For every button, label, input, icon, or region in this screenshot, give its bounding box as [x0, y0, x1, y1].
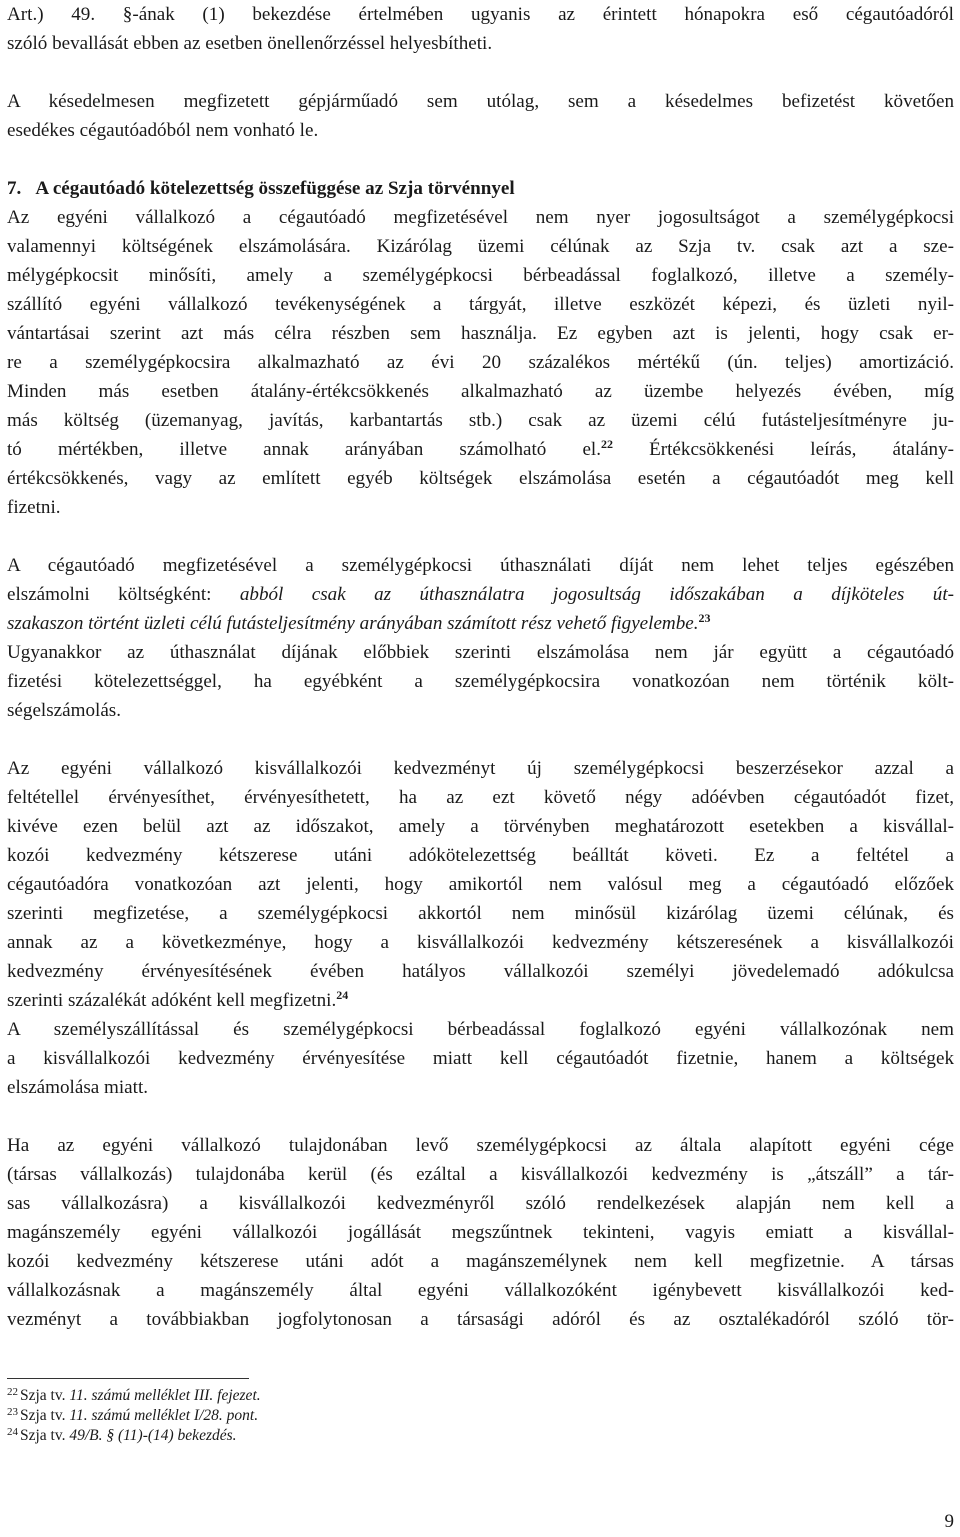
- text-line: elszámolni költségként: abból csak az úthasználatra jogosultság időszakában a díjköteles út-: [7, 584, 954, 605]
- text-line: szállító egyéni vállalkozó tevékenységének a tárgyát, illetve eszközét képezi, és üzleti nyil-: [7, 294, 954, 315]
- text-line: elszámolása miatt.: [7, 1077, 149, 1098]
- paragraph-late-payment: [7, 87, 954, 145]
- text-line: Ugyanakkor az úthasználat díjának előbbiek szerinti elszámolása nem jár együtt a cégautóadó: [7, 642, 954, 663]
- footnotes: [7, 1386, 261, 1446]
- paragraph-3: [7, 754, 954, 1015]
- text-line: vállalkozásnak a magánszemély által egyéni vállalkozóként igénybevett kisvállalkozói ked-: [7, 1280, 954, 1301]
- section-number: 7.: [7, 178, 22, 199]
- section-heading: [7, 174, 954, 203]
- text-line: vezményt a továbbiakban jogfolytonosan a társasági adóról és az osztalékadóról szóló tör-: [7, 1309, 954, 1330]
- text-line: esedékes cégautóadóból nem vonható le.: [7, 120, 319, 141]
- text-line-with-footnote: szakaszon történt üzleti célú futásteljesítmény arányában számított rész vehető figyelembe.$^{23}$: [7, 611, 711, 634]
- footnote-ref-24[interactable]: 24: [336, 988, 349, 1002]
- paragraph-1: [7, 203, 954, 522]
- text-line: ségelszámolás.: [7, 700, 121, 721]
- text-line: kedvezmény érvényesítésének évében hatályos vállalkozói személyi jövedelemadó adókulcsa: [7, 961, 954, 982]
- text-line: vántartásai szerint azt más célra részben sem használja. Ez egyben azt is jelenti, hogy csak er-: [7, 323, 954, 344]
- text-line: szerinti megfizetése, a személygépkocsi akkortól nem minősül kizárólag üzemi célúnak, és: [7, 903, 954, 924]
- text-line: fizetési kötelezettséggel, ha egyébként a személygépkocsira vonatkozóan nem történik költ-: [7, 671, 954, 692]
- text-line: A személyszállítással és személygépkocsi bérbeadással foglalkozó egyéni vállalkozónak nem: [7, 1019, 954, 1040]
- footnote-22: $^{22}$ Szja tv. 11. számú melléklet III. fejezet.: [7, 1386, 261, 1404]
- footnote-24: $^{24}$ Szja tv. 49/B. § (11)-(14) bekezdés.: [7, 1426, 237, 1444]
- text-line: cégautóadóra vonatkozóan azt jelenti, hogy amikortól nem valósul meg a cégautóadó előzőek: [7, 874, 954, 895]
- text-line: Az egyéni vállalkozó a cégautóadó megfizetésével nem nyer jogosultságot a személygépkocsi: [7, 207, 954, 228]
- text-line: feltétellel érvényesíthet, érvényesíthetett, ha az ezt követő négy adóévben cégautóadót fizet,: [7, 787, 954, 808]
- document-page: [7, 0, 954, 1537]
- text-line: annak az a következménye, hogy a kisvállalkozói kedvezmény kétszeresének a kisvállalkozói: [7, 932, 954, 953]
- paragraph-2: [7, 551, 954, 725]
- text-line: A késedelmesen megfizetett gépjárműadó sem utólag, sem a késedelmes befizetést követően: [7, 91, 954, 112]
- footnote-separator: [7, 1378, 249, 1379]
- text-line: magánszemély egyéni vállalkozói jogállását megszűntnek tekinteni, vagyis emiatt a kisvállal-: [7, 1222, 954, 1243]
- page-number: 9: [944, 1511, 954, 1532]
- text-line-with-footnote: tó mértékben, illetve annak arányában számolható el.$^{22}$ Értékcsökkenési leírás, átalány-: [7, 437, 955, 460]
- text-line: fizetni.: [7, 497, 61, 518]
- text-line: re a személygépkocsira alkalmazható az évi 20 százalékos mértékű (ún. teljes) amortizáció.: [7, 352, 954, 373]
- text-line: szóló bevallását ebben az esetben önellenőrzéssel helyesbítheti.: [7, 33, 493, 54]
- text-line: valamennyi költségének elszámolására. Kizárólag üzemi célúnak az Szja tv. csak azt a sze-: [7, 236, 954, 257]
- text-line: értékcsökkenés, vagy az említett egyéb költségek elszámolása esetén a cégautóadót meg kell: [7, 468, 954, 489]
- text-line: mélygépkocsit minősíti, amely a személygépkocsi bérbeadással foglalkozó, illetve a személy-: [7, 265, 954, 286]
- text-line: kozói kedvezmény kétszerese utáni adókötelezettség beálltát követi. Ez a feltétel a: [7, 845, 954, 866]
- text-line: a kisvállalkozói kedvezmény érvényesítése miatt kell cégautóadót fizetnie, hanem a költségek: [7, 1048, 954, 1069]
- footnote-ref-22[interactable]: 22: [601, 437, 613, 451]
- text-line: Art.) 49. §-ának (1) bekezdése értelmében ugyanis az érintett hónapokra eső cégautóadóról: [7, 4, 954, 25]
- text-line: más költség (üzemanyag, javítás, karbantartás stb.) csak az üzemi célú futásteljesítményre ju-: [7, 410, 954, 431]
- text-line: kozói kedvezmény kétszerese utáni adót a magánszemélynek nem kell megfizetnie. A társas: [7, 1251, 954, 1272]
- paragraph-intro: [7, 0, 954, 58]
- footnote-23: $^{23}$ Szja tv. 11. számú melléklet I/28. pont.: [7, 1406, 259, 1424]
- section-title: A cégautóadó kötelezettség összefüggése az Szja törvénnyel: [35, 178, 515, 199]
- text-line: (társas vállalkozás) tulajdonába kerül (és ezáltal a kisvállalkozói kedvezmény is „átszáll” a tár-: [7, 1164, 954, 1185]
- paragraph-5: [7, 1131, 954, 1334]
- paragraph-4: [7, 1015, 954, 1102]
- text-line: kivéve ezen belül azt az időszakot, amely a törvényben meghatározott esetekben a kisvállal-: [7, 816, 954, 837]
- text-line: sas vállalkozásra) a kisvállalkozói kedvezményről szóló rendelkezések alapján nem kell a: [7, 1193, 954, 1214]
- footnote-ref-23[interactable]: 23: [698, 611, 711, 625]
- text-line: Az egyéni vállalkozó kisvállalkozói kedvezményt új személygépkocsi beszerzésekor azzal a: [7, 758, 954, 779]
- text-line: A cégautóadó megfizetésével a személygépkocsi úthasználati díját nem lehet teljes egészében: [7, 555, 954, 576]
- text-line-with-footnote: szerinti százalékát adóként kell megfizetni.$^{24}$: [7, 988, 349, 1011]
- text-line: Minden más esetben átalány-értékcsökkenés alkalmazható az üzembe helyezés évében, míg: [7, 381, 954, 402]
- text-line: Ha az egyéni vállalkozó tulajdonában levő személygépkocsi az általa alapított egyéni cége: [7, 1135, 954, 1156]
